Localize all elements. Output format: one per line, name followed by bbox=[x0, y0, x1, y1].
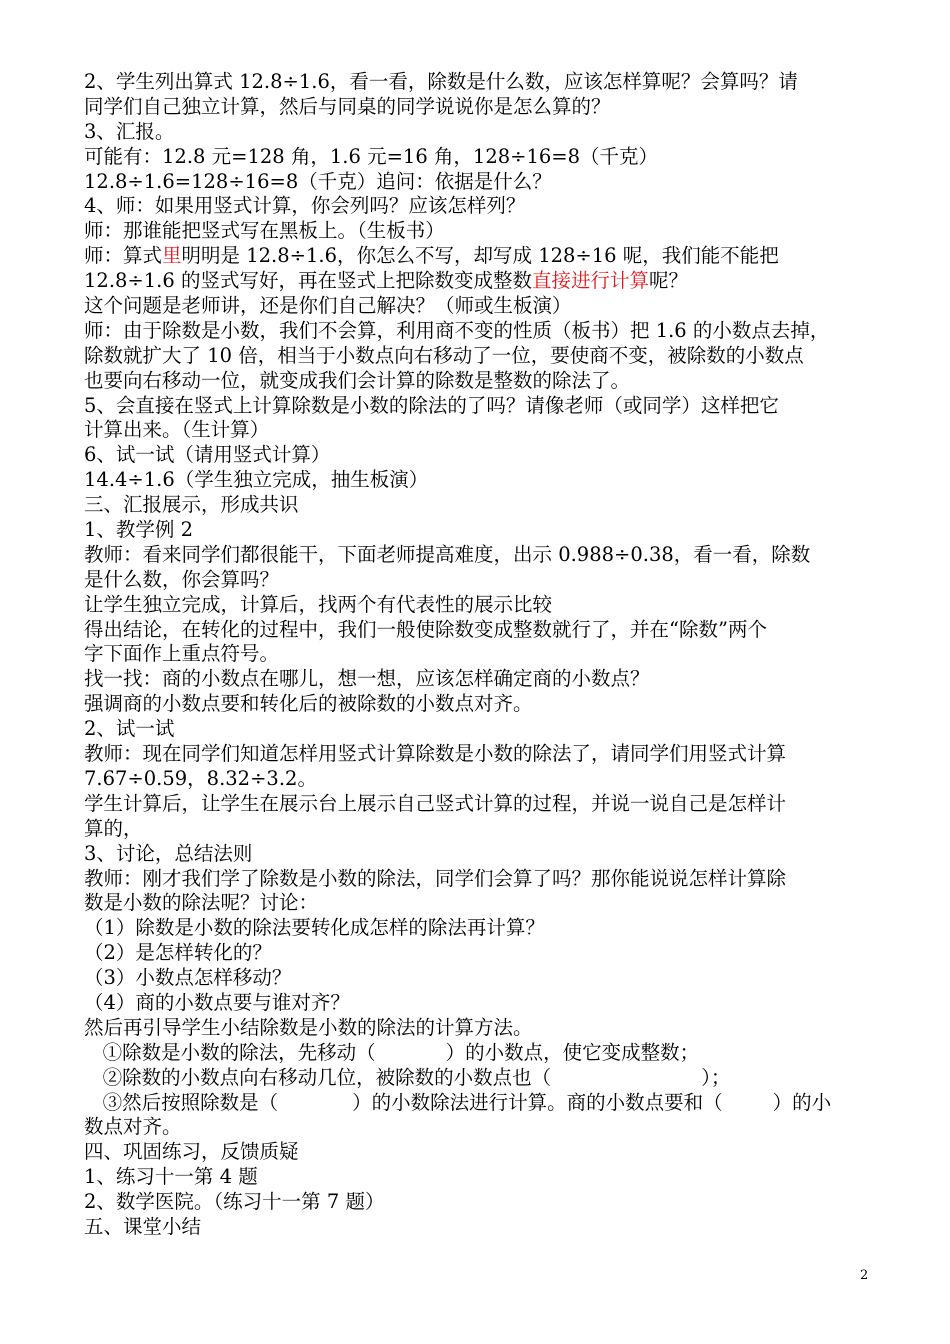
text-segment: ）的小数点，使它变成整数； bbox=[445, 1040, 700, 1064]
text-segment: ）的小 bbox=[772, 1090, 832, 1114]
text-line: 2、学生列出算式 12.8÷1.6，看一看，除数是什么数，应该怎样算呢？会算吗？请 bbox=[84, 70, 798, 93]
rule-item bbox=[84, 1091, 884, 1116]
section-heading: 三、汇报展示，形成共识 bbox=[84, 493, 299, 517]
text-line bbox=[84, 244, 884, 269]
discussion-question: （2）是怎样转化的？ bbox=[84, 941, 272, 965]
text-segment: 呢？ bbox=[648, 269, 688, 293]
text-line: 学生计算后，让学生在展示台上展示自己竖式计算的过程，并说一说自己是怎样计 bbox=[84, 791, 787, 815]
text-line: 师：那谁能把竖式写在黑板上。（生板书） bbox=[84, 219, 445, 243]
text-segment: ②除数的小数点向右移动几位，被除数的小数点也（ bbox=[84, 1065, 552, 1089]
text-line: 然后再引导学生小结除数是小数的除法的计算方法。 bbox=[84, 1015, 533, 1039]
text-line: 强调商的小数点要和转化后的被除数的小数点对齐。 bbox=[84, 692, 533, 716]
text-line: 除数就扩大了 10 倍，相当于小数点向右移动了一位，要使商不变，被除数的小数点 bbox=[84, 343, 804, 367]
text-line: 师：由于除数是小数，我们不会算，利用商不变的性质（板书）把 1.6 的小数点去掉， bbox=[84, 318, 830, 342]
text-segment: ）的小数除法进行计算。商的小数点要和（ bbox=[352, 1090, 723, 1114]
text-line: 也要向右移动一位，就变成我们会计算的除数是整数的除法了。 bbox=[84, 368, 631, 392]
rule-item bbox=[84, 1066, 884, 1091]
discussion-question: （4）商的小数点要与谁对齐？ bbox=[84, 990, 350, 1014]
text-segment: 师：算式 bbox=[84, 244, 163, 268]
step-heading: 1、练习十一第 4 题 bbox=[84, 1165, 258, 1189]
discussion-question: （3）小数点怎样移动？ bbox=[84, 966, 292, 990]
text-line: 计算出来。（生计算） bbox=[84, 418, 270, 442]
text-line: 7.67÷0.59，8.32÷3.2。 bbox=[84, 766, 317, 790]
text-line: 12.8÷1.6=128÷16=8（千克）追问：依据是什么？ bbox=[84, 169, 552, 193]
text-line: 是什么数，你会算吗？ bbox=[84, 567, 280, 591]
text-line: 教师：看来同学们都很能干，下面老师提高难度，出示 0.988÷0.38，看一看，除数 bbox=[84, 542, 811, 566]
text-line: 教师：现在同学们知道怎样用竖式计算除数是小数的除法了，请同学们用竖式计算 bbox=[84, 742, 787, 766]
text-line: 得出结论，在转化的过程中，我们一般使除数变成整数就行了，并在“除数”两个 bbox=[84, 617, 767, 641]
section-heading: 五、课堂小结 bbox=[84, 1214, 202, 1238]
text-line: 让学生独立完成，计算后，找两个有代表性的展示比较 bbox=[84, 592, 553, 616]
rule-item bbox=[84, 1041, 884, 1066]
text-segment: ）； bbox=[701, 1065, 731, 1089]
text-segment: ①除数是小数的除法，先移动（ bbox=[84, 1040, 376, 1064]
text-line: 14.4÷1.6（学生独立完成，抽生板演） bbox=[84, 468, 429, 492]
text-line bbox=[84, 269, 884, 294]
page-number: 2 bbox=[860, 1268, 869, 1283]
highlighted-text: 直接进行计算 bbox=[531, 269, 649, 293]
step-heading: 2、数学医院。（练习十一第 7 题） bbox=[84, 1190, 385, 1214]
step-heading: 6、试一试（请用竖式计算） bbox=[84, 443, 331, 467]
step-heading: 5、会直接在竖式上计算除数是小数的除法的了吗？请像老师（或同学）这样把它 bbox=[84, 393, 779, 417]
text-line: 数是小数的除法呢？讨论： bbox=[84, 891, 319, 915]
text-segment: ③然后按照除数是（ bbox=[84, 1090, 279, 1114]
step-heading: 3、汇报。 bbox=[84, 119, 175, 143]
text-line: 这个问题是老师讲，还是你们自己解决？（师或生板演） bbox=[84, 294, 572, 318]
text-line: 找一找：商的小数点在哪儿，想一想，应该怎样确定商的小数点？ bbox=[84, 667, 650, 691]
step-heading: 3、讨论，总结法则 bbox=[84, 841, 253, 865]
text-line: 算的， bbox=[84, 816, 143, 840]
text-line: 同学们自己独立计算，然后与同桌的同学说说你是怎么算的？ bbox=[84, 94, 611, 118]
discussion-question: （1）除数是小数的除法要转化成怎样的除法再计算？ bbox=[84, 916, 545, 940]
text-segment: 明明是 12.8÷1.6，你怎么不写，却写成 128÷16 呢，我们能不能把 bbox=[181, 244, 779, 268]
text-segment: 12.8÷1.6 的竖式写好，再在竖式上把除数变成整数 bbox=[84, 269, 532, 293]
text-line: 字下面作上重点符号。 bbox=[84, 642, 280, 666]
lesson-plan-body bbox=[84, 70, 884, 1240]
step-heading: 2、试一试 bbox=[84, 717, 175, 741]
step-heading: 1、教学例 2 bbox=[84, 518, 194, 542]
text-line: 教师：刚才我们学了除数是小数的除法，同学们会算了吗？那你能说说怎样计算除 bbox=[84, 866, 787, 890]
text-line: 可能有：12.8 元=128 角，1.6 元=16 角，128÷16=8（千克） bbox=[84, 144, 659, 168]
highlighted-text: 里 bbox=[162, 244, 182, 268]
step-heading: 4、师：如果用竖式计算，你会列吗？应该怎样列？ bbox=[84, 194, 526, 218]
section-heading: 四、巩固练习，反馈质疑 bbox=[84, 1140, 299, 1164]
text-line: 数点对齐。 bbox=[84, 1115, 182, 1139]
